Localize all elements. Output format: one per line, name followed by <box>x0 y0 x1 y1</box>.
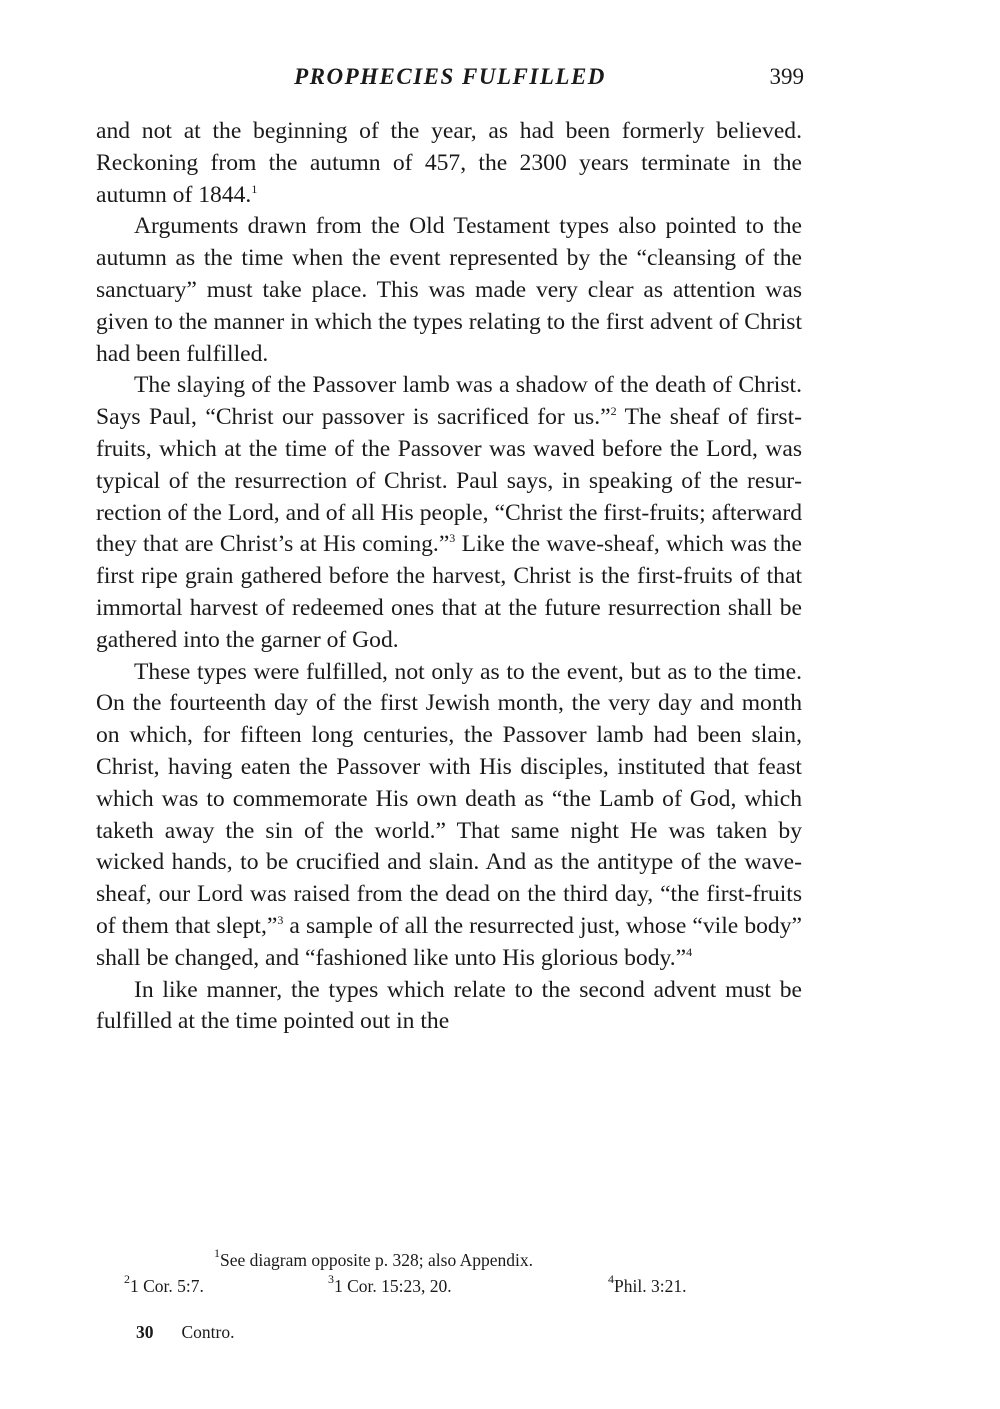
footnote-4 <box>608 1273 686 1299</box>
footnote-1 <box>96 1247 802 1273</box>
footnote-2 <box>124 1273 204 1299</box>
footnote-mark: 4 <box>608 1272 614 1286</box>
paragraph-text: These types were fulfilled, not only as to the event, but as to the time. On the fourteenth day of the first Jewish month, the very day and month on which, for fifteen long centuries, the Passover lamb had been slain, Christ, having eaten the Passover with His disciples, instituted that feast which was to commemorate His own death as “the Lamb of God, which taketh away the sin of the world.” That same night He was taken by wicked hands, to be crucified and slain. And as the antitype of the wave-sheaf, our Lord was raised from the dead on the third day, “the first-fruits of them that slept,” <box>96 658 802 939</box>
footnote-reference: 1 <box>251 181 258 196</box>
footnotes <box>96 1247 802 1299</box>
footnote-reference: 3 <box>449 531 456 546</box>
signature-label: Contro. <box>181 1322 235 1342</box>
footnote-row <box>96 1273 802 1299</box>
footnote-reference: 3 <box>277 912 284 927</box>
signature-mark <box>136 1322 235 1343</box>
footnote-text: Phil. 3:21. <box>614 1276 687 1296</box>
footnote-text: See diagram opposite p. 328; also Appendix. <box>220 1250 534 1270</box>
footnote-reference: 4 <box>686 944 693 959</box>
paragraph-text: In like manner, the types which relate to the second advent must be fulfilled at the time pointed out in the <box>96 976 802 1035</box>
footnote-mark: 2 <box>124 1272 130 1286</box>
paragraph <box>96 370 802 656</box>
body-text <box>96 116 802 1038</box>
footnote-3 <box>328 1273 452 1299</box>
paragraph-text: The sheaf of first-fruits, which at the time of the Passover was waved before the Lord, was typical of the resurrection of Christ. Paul says, in speaking of the resurrection of the Lord, and of all His people, “Christ the first-fruits; afterward they that are Christ’s at His coming.” <box>96 404 802 558</box>
paragraph <box>96 975 802 1039</box>
footnote-mark: 3 <box>328 1272 334 1286</box>
paragraph <box>96 211 802 370</box>
running-head <box>96 64 804 100</box>
paragraph-text: and not at the beginning of the year, as had been formerly believed. Reckoning from the autumn of 457, the 2300 years terminate in the autumn of 1844. <box>96 118 802 208</box>
page-number: 399 <box>769 64 804 89</box>
footnote-text: 1 Cor. 15:23, 20. <box>334 1276 452 1296</box>
paragraph <box>96 657 802 975</box>
footnote-text: 1 Cor. 5:7. <box>130 1276 204 1296</box>
running-title: PROPHECIES FULFILLED <box>294 64 606 89</box>
paragraph-text: The slaying of the Passover lamb was a shadow of the death of Christ. Says Paul, “Christ our passover is sacrificed for us.” <box>96 372 802 431</box>
paragraph-text: Arguments drawn from the Old Testament types also pointed to the autumn as the time when the event represented by the “cleansing of the sanctuary” must take place. This was made very clear as attention was given to the manner in which the types relating to the first advent of Christ had been fulfilled. <box>96 213 802 367</box>
footnote-reference: 2 <box>610 404 617 419</box>
signature-number: 30 <box>136 1322 154 1342</box>
paragraph-text: a sample of all the resurrected just, whose “vile body” shall be changed, and “fashioned like unto His glorious body.” <box>96 912 802 971</box>
paragraph <box>96 116 802 211</box>
paragraph-text: Like the wave-sheaf, which was the first ripe grain gathered before the harvest, Christ is the first-fruits of that immortal harvest of redeemed ones that at the future resurrection shall be gathered into the garner of God. <box>96 531 802 653</box>
footnote-mark: 1 <box>214 1246 220 1260</box>
